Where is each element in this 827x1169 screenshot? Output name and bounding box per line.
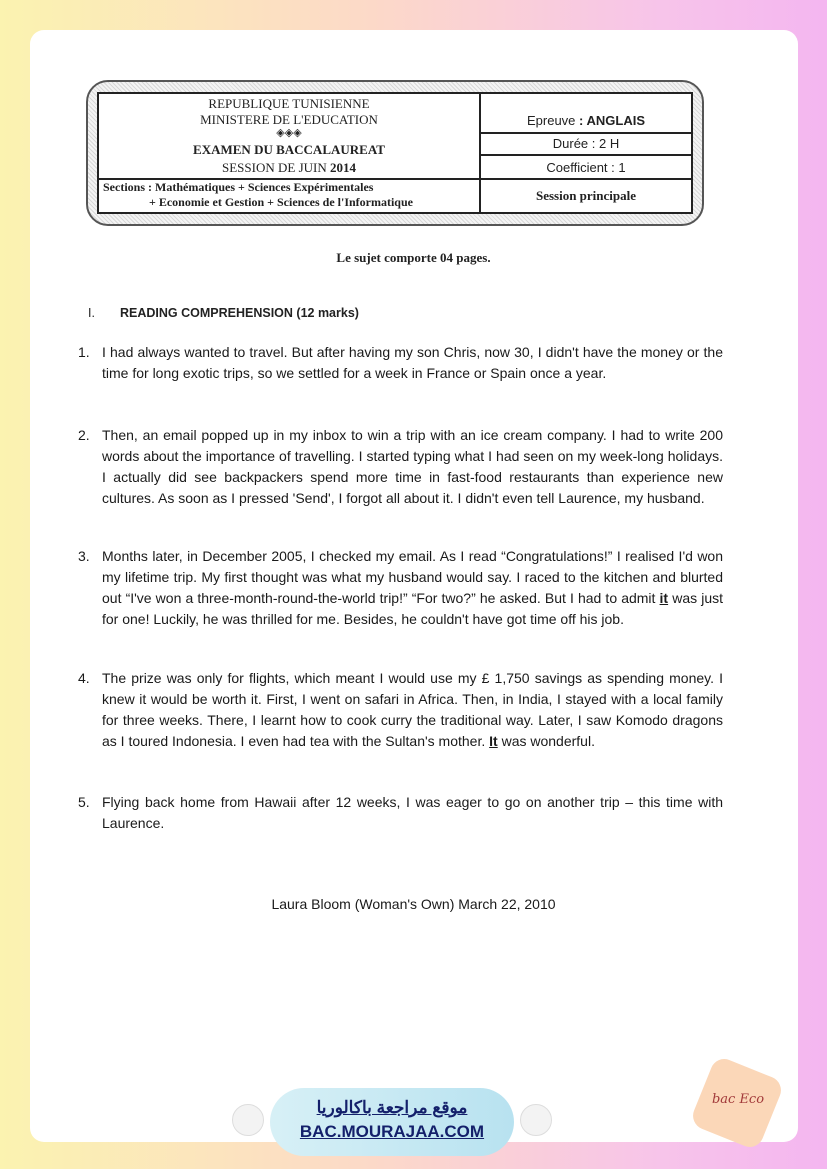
ministry-label: MINISTERE DE L'EDUCATION xyxy=(200,112,378,127)
pages-note: Le sujet comporte 04 pages. xyxy=(336,250,491,265)
paragraph-1: 1. I had always wanted to travel. But after having my son Chris, now 30, I didn't have the money or the time for long exotic trips, so we settled for a week in France or Spain once a year. xyxy=(78,344,723,381)
bac-eco-label: bac Eco xyxy=(711,1092,765,1107)
republic-label: REPUBLIQUE TUNISIENNE xyxy=(208,96,370,111)
paragraph-3: 3. Months later, in December 2005, I checked my email. As I read “Congratulations!” I realised I'd won my lifetime trip. My first thought was what my husband would say. I raced to the kitchen and blurted out “I've won a three-month-round-the-world trip!” “For two?” he asked. But I had to admit it was just for one! Luckily, he was thrilled for me. Besides, he couldn't have got time off his job. xyxy=(78,548,723,627)
site-name-arabic: موقع مراجعة باكالوريا xyxy=(316,1098,468,1117)
section-heading: I. READING COMPREHENSION (12 marks) xyxy=(88,306,359,320)
paragraph-5: 5. Flying back home from Hawaii after 12 weeks, I was eager to go on another trip – this time with Laurence. xyxy=(78,794,723,831)
row-divider xyxy=(479,178,691,180)
site-url: BAC.MOURAJAA.COM xyxy=(299,1122,485,1141)
exam-header xyxy=(97,92,693,214)
paragraph-2: 2. Then, an email popped up in my inbox to win a trip with an ice cream company. I had to write 200 words about the importance of travelling. I started typing what I had seen on my week-long holidays. I actually did see backpackers spend more time in fast-food restaurants than experience new cultures. As soon as I pressed 'Send', I forgot all about it. I didn't even tell Laurence, my husband. xyxy=(78,427,723,506)
site-link[interactable] xyxy=(270,1088,514,1156)
underlined-word: it xyxy=(659,590,669,606)
exam-title: EXAMEN DU BACCALAUREAT xyxy=(193,142,385,157)
session-type-cell: Session principale xyxy=(535,188,637,203)
site-logo-icon xyxy=(232,1104,264,1136)
epreuve-cell: Epreuve : ANGLAIS xyxy=(526,113,645,128)
paragraph-4: 4. The prize was only for flights, which meant I would use my £ 1,750 savings as spending money. I knew it would be worth it. First, I went on safari in Africa. Then, in India, I stayed with a local family for three weeks. There, I learnt how to cook curry the traditional way. Later, I saw Komodo dragons as I toured Indonesia. I even had tea with the Sultan's mother. It was wonderful. xyxy=(78,670,723,749)
row-divider xyxy=(479,132,691,134)
duree-cell: Durée : 2 H xyxy=(552,136,620,151)
site-logo-icon xyxy=(520,1104,552,1136)
coefficient-cell: Coefficient : 1 xyxy=(546,160,626,175)
source-citation: Laura Bloom (Woman's Own) March 22, 2010 xyxy=(271,896,556,912)
ornament-icon: ◈◈◈ xyxy=(276,127,302,139)
sections-line-1: Sections : Mathématiques + Sciences Expérimentales xyxy=(103,180,374,194)
row-divider xyxy=(479,154,691,156)
session-label: SESSION DE JUIN 2014 xyxy=(222,160,356,175)
sections-line-2: + Economie et Gestion + Sciences de l'Informatique xyxy=(149,195,413,209)
underlined-word: It xyxy=(489,733,498,749)
